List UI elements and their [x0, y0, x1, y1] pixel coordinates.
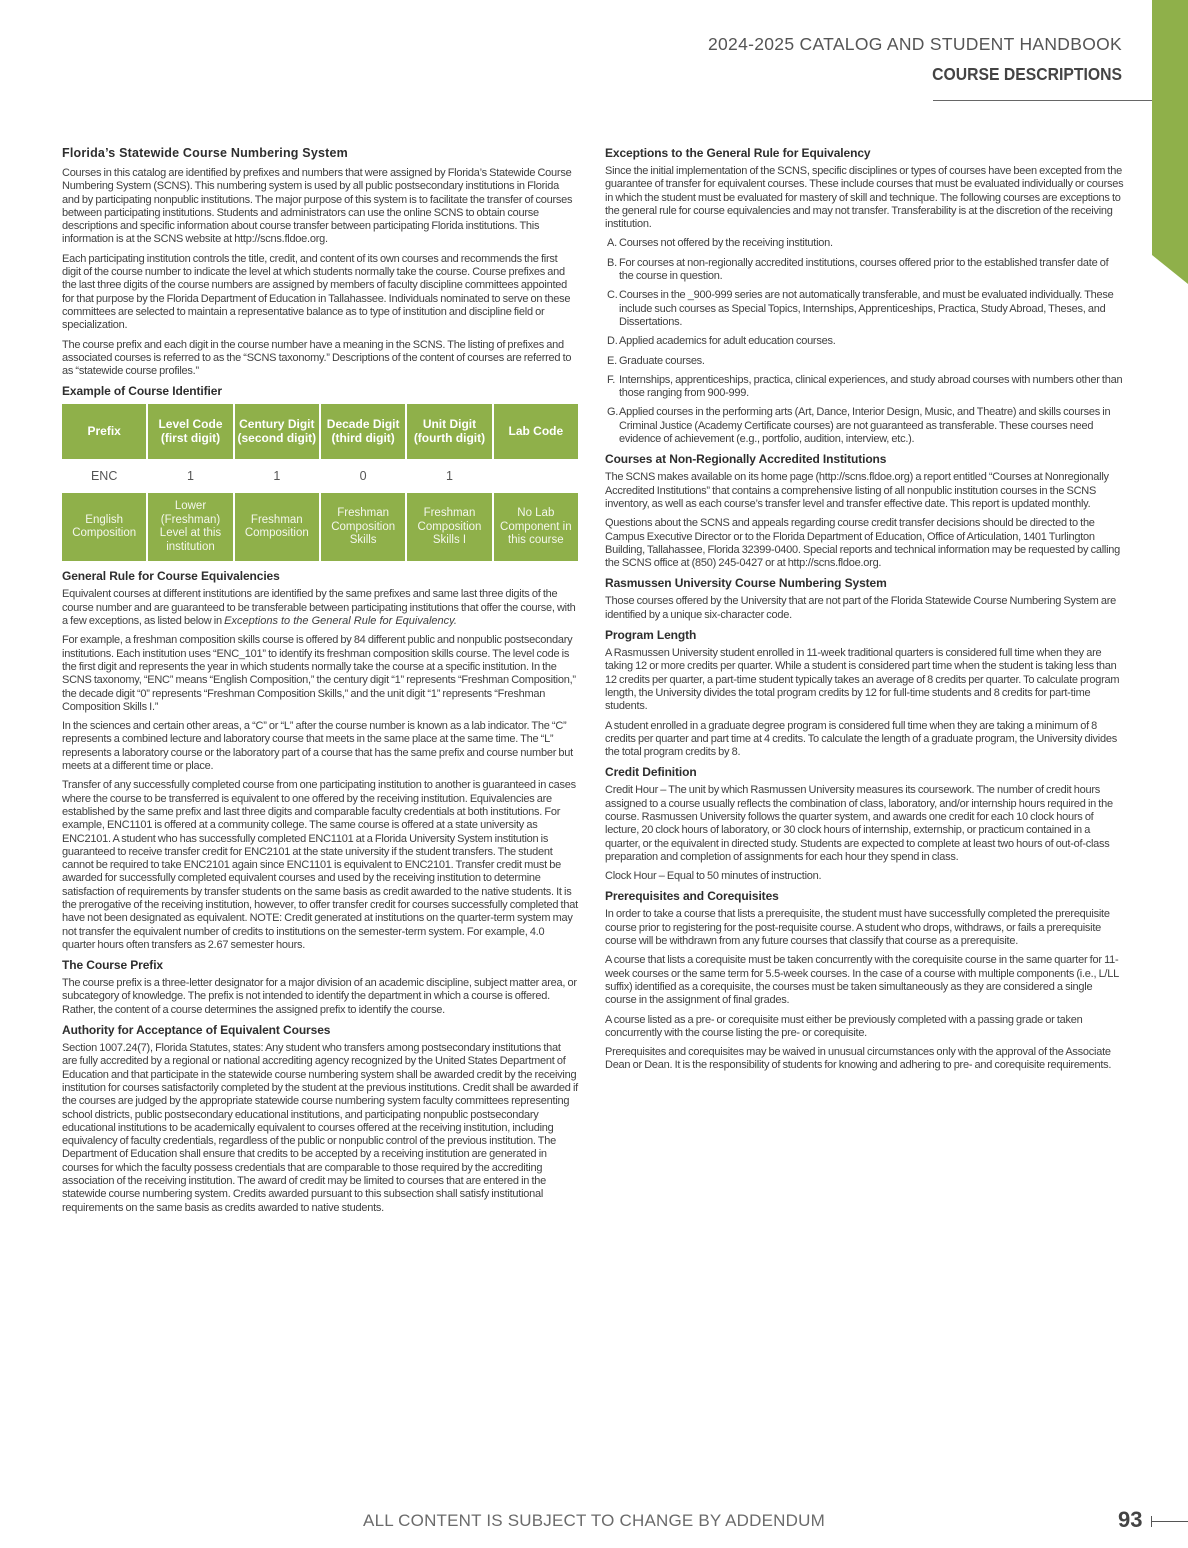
table-cell: 1	[407, 461, 491, 491]
list-item: G.Applied courses in the performing arts (Art, Dance, Interior Design, Music, and Theatre) and skills courses in Criminal Justice (Academy Certificate courses) are not guaranteed as transferable. These courses need evidence of achievement (e.g., portfolio, audition, interview, etc.).	[607, 406, 1111, 446]
table-cell: English Composition	[62, 493, 146, 561]
section-color-tab	[1152, 0, 1188, 284]
scns-paragraph-3: The course prefix and each digit in the course number have a meaning in the SCNS. The listing of prefixes and associated courses is referred to as the “SCNS taxonomy.” Descriptions of the content of courses are referred to as “statewide course profiles.”	[62, 338, 572, 378]
program-length-heading: Program Length	[605, 628, 697, 643]
authority-paragraph: Section 1007.24(7), Florida Statutes, states: Any student who transfers among postsecondary institutions that are fully accredited by a regional or national accrediting agency recognized by the United States Department of Education and that participate in the statewide course numbering system shall be awarded credit by the receiving institution for courses satisfactorily completed by the student at the previous institutions. Credit shall be awarded if the courses are judged by the appropriate statewide course numbering system faculty committees representing school districts, public postsecondary educational institutions, and participating nonpublic postsecondary educational institutions to be academically equivalent to courses offered at the receiving institution, including equivalency of faculty credentials, regardless of the public or nonpublic control of the previous institution. The Department of Education shall ensure that credits to be accepted by a receiving institution are generated in courses for which the faculty possess credentials that are comparable to those required by the accrediting association of the receiving institution. The award of credit may be limited to courses that are entered in the statewide course numbering system. Credits awarded pursuant to this subsection shall satisfy institutional requirements on the same basis as credits awarded to native students.	[62, 1042, 578, 1214]
list-item: A. Courses not offered by the receiving institution.	[607, 237, 833, 250]
prerequisites-heading: Prerequisites and Corequisites	[605, 889, 779, 904]
exceptions-heading: Exceptions to the General Rule for Equivalency	[605, 146, 871, 160]
prerequisites-paragraph-4: Prerequisites and corequisites may be waived in unusual circumstances only with the approval of the Associate Dean or Dean. It is the responsibility of students for knowing and adhering to pre- and corequisite requirements.	[605, 1046, 1112, 1072]
exceptions-paragraph: Since the initial implementation of the SCNS, specific disciplines or types of courses have been excepted from the guarantee of transfer for equivalent courses. These include courses that must be evaluated individually or courses in which the student must be evaluated for mastery of skill and technique. The following courses are exceptions to the general rule for course equivalencies and may not transfer. Transferability is at the discretion of the receiving institution.	[605, 165, 1124, 231]
table-cell: Lower (Freshman) Level at this institution	[148, 493, 232, 561]
table-header-cell: Unit Digit (fourth digit)	[407, 404, 491, 459]
general-rule-paragraph-2: For example, a freshman composition skills course is offered by 84 different public and nonpublic postsecondary institutions. Each institution uses “ENC_101” to identify its freshman composition skills course. The level code is the first digit and represents the year in which students normally take the course at a specific institution. In the SCNS taxonomy, “ENC” means “English Composition,” the century digit “1” represents “Freshman Composition,” the decade digit “0” represents “Freshman Composition Skills,” and the unit digit “1” represents “Freshman Composition Skills I.”	[62, 634, 576, 713]
non-regional-paragraph-2: Questions about the SCNS and appeals regarding course credit transfer decisions should be directed to the Campus Executive Director or to the Florida Department of Education, Office of Articulation, 1401 Turlington Building, Tallahassee, Florida 32399-0400. Special reports and technical information may be requested by calling the SCNS office at (850) 245-0427 or at http://scns.fldoe.org.	[605, 517, 1121, 570]
credit-definition-heading: Credit Definition	[605, 765, 697, 780]
table-cell: Freshman Composition Skills	[321, 493, 405, 561]
table-header-cell: Level Code (first digit)	[148, 404, 232, 459]
prerequisites-paragraph-1: In order to take a course that lists a prerequisite, the student must have successfully completed the prerequisite course prior to registering for the post-requisite course. A student who drops, withdraws, or fails a prerequisite course will be withdrawn from any future courses that classify that course as a prerequisite.	[605, 908, 1110, 948]
general-rule-paragraph-1	[62, 588, 578, 628]
table-code-row	[62, 461, 578, 491]
authority-heading: Authority for Acceptance of Equivalent Courses	[62, 1023, 331, 1038]
table-header-cell: Prefix	[62, 404, 146, 459]
exceptions-list	[605, 237, 1125, 446]
credit-hour-paragraph: Credit Hour – The unit by which Rasmussen University measures its coursework. The number of credit hours assigned to a course usually reflects the combination of class, laboratory, and/or internship hours required in the course. Rasmussen University follows the quarter system, and awards one credit for each 10 clock hours of lecture, 20 clock hours of laboratory, or 30 clock hours of internship, externship, or practicum contained in a quarter, or the equivalent in directed study. Students are expected to complete at least two hours of out-of-class preparation and completion of assignments for each hour they spend in class.	[605, 784, 1113, 863]
program-length-paragraph-2: A student enrolled in a graduate degree program is considered full time when they are taking a minimum of 8 credits per quarter and part time at 4 credits. To calculate the length of a graduate program, the University divides the total program credits by 8.	[605, 719, 1117, 759]
general-rule-heading: General Rule for Course Equivalencies	[62, 569, 280, 584]
table-header-cell: Decade Digit (third digit)	[321, 404, 405, 459]
table-header-cell: Century Digit (second digit)	[235, 404, 319, 459]
general-rule-paragraph-4: Transfer of any successfully completed course from one participating institution to another is guaranteed in cases where the course to be transferred is equivalent to one offered by the receiving institution. Equivalencies are established by the same prefix and last three digits and comparable faculty credentials at both institutions. For example, ENC1101 is offered at a community college. The same course is offered at a state university as ENC2101. A student who has successfully completed ENC1101 at a Florida University System institution is guaranteed to receive transfer credit for ENC2101 at the state university if the student transfers. The student cannot be required to take ENC2101 again since ENC1101 is equivalent to ENC2101. Transfer credit must be awarded for successfully completed equivalent courses and used by the receiving institution to determine satisfaction of requirements by transfer students on the same basis as credit awarded to the native students. It is the prerogative of the receiving institution, however, to offer transfer credit for courses successfully completed that have not been designated as equivalent. NOTE: Credit generated at institutions on the quarter-term system may not transfer the equivalent number of credits to institutions on the semester-term system. For example, 4.0 quarter hours often transfers as 2.67 semester hours.	[62, 779, 578, 951]
table-description-row	[62, 493, 578, 561]
prerequisites-paragraph-3: A course listed as a pre- or corequisite must either be previously completed with a passing grade or taken concurrently with the course listing the pre- or corequisite.	[605, 1013, 1083, 1039]
table-cell	[494, 461, 578, 491]
rasmussen-numbering-heading: Rasmussen University Course Numbering System	[605, 576, 887, 591]
table-cell: Freshman Composition	[235, 493, 319, 561]
scns-heading: Florida’s Statewide Course Numbering System	[62, 146, 348, 160]
table-cell: No Lab Component in this course	[494, 493, 578, 561]
left-column	[62, 146, 578, 1221]
program-length-paragraph-1: A Rasmussen University student enrolled in 11-week traditional quarters is considered full time when they are taking 12 or more credits per quarter. While a student is considered part time when the student is taking less than 12 credits per quarter, a part-time student typically takes an average of 8 credits per quarter. To calculate program length, the University divides the total program credits by 12 for full-time students and 8 credits for part-time students.	[605, 647, 1120, 713]
table-cell: Freshman Composition Skills I	[407, 493, 491, 561]
page-number-rule	[1152, 1521, 1188, 1522]
list-item: D. Applied academics for adult education courses.	[607, 335, 836, 348]
course-prefix-heading: The Course Prefix	[62, 958, 163, 973]
table-cell: 0	[321, 461, 405, 491]
course-identifier-table	[60, 402, 580, 563]
list-item: E. Graduate courses.	[607, 354, 705, 367]
non-regional-heading: Courses at Non-Regionally Accredited Institutions	[605, 452, 887, 467]
rasmussen-numbering-paragraph: Those courses offered by the University that are not part of the Florida Statewide Course Numbering System are identified by a unique six-character code.	[605, 595, 1117, 621]
list-item: B. For courses at non-regionally accredited institutions, courses offered prior to the established transfer date of the course in question.	[607, 256, 1109, 283]
general-rule-paragraph-3: In the sciences and certain other areas, a “C” or “L” after the course number is known as a lab indicator. The “C” represents a combined lecture and laboratory course that meets in the same place at the same time. The “L” represents a laboratory course or the laboratory part of a course that has the same prefix and course number but meets at a different time or place.	[62, 720, 573, 773]
general-rule-text: Equivalent courses at different institutions are identified by the same prefixes and same last three digits of the course number and are guaranteed to be transferable between participating institutions that offer the course, with a few exceptions, as listed below in	[62, 588, 576, 628]
footer-notice: ALL CONTENT IS SUBJECT TO CHANGE BY ADDENDUM	[363, 1511, 825, 1530]
list-item: C. Courses in the _900-999 series are not automatically transferable, and must be evaluated individually. These include such courses as Special Topics, Internships, Apprenticeships, Practica, Study Abroad, Theses, and Dissertations.	[607, 289, 1114, 328]
header-divider	[933, 100, 1152, 101]
clock-hour-paragraph: Clock Hour – Equal to 50 minutes of instruction.	[605, 870, 822, 883]
non-regional-paragraph-1: The SCNS makes available on its home page (http://scns.fldoe.org) a report entitled “Courses at Nonregionally Accredited Institutions” that contains a comprehensive listing of all nonpublic institution courses in the SCNS inventory, as well as each course’s transfer level and transfer effective date. This report is updated monthly.	[605, 471, 1109, 510]
example-heading: Example of Course Identifier	[62, 384, 222, 399]
table-header-row	[62, 404, 578, 459]
course-prefix-paragraph: The course prefix is a three-letter designator for a major division of an academic discipline, subject matter area, or subcategory of knowledge. The prefix is not intended to identify the department in which a course is offered. Rather, the content of a course determines the assigned prefix to identify the course.	[62, 977, 577, 1016]
prerequisites-paragraph-2: A course that lists a corequisite must be taken concurrently with the corequisite course in the same quarter for 11-week courses or the same term for 5.5-week courses. In the case of a course with multiple components (i.e., L/LL suffix) identified as a corequisite, the courses must be taken simultaneously as they are considered a single course in the assignment of final grades.	[605, 954, 1119, 1007]
exceptions-reference: Exceptions to the General Rule for Equivalency.	[224, 615, 457, 628]
list-item: F. Internships, apprenticeships, practica, clinical experiences, and study abroad courses with numbers other than those ranging from 900-999.	[607, 373, 1123, 400]
catalog-title: 2024-2025 CATALOG AND STUDENT HANDBOOK	[707, 34, 1122, 54]
right-column	[605, 146, 1125, 1079]
table-cell: 1	[148, 461, 232, 491]
scns-paragraph-1: Courses in this catalog are identified by prefixes and numbers that were assigned by Florida’s Statewide Course Numbering System (SCNS). This numbering system is used by all public postsecondary institutions in Florida and by participating nonpublic institutions. The major purpose of this system is to facilitate the transfer of courses between participating institutions. Students and administrators can use the online SCNS to obtain course descriptions and specific information about course transfer between participating Florida institutions. This information is at the SCNS website at http://scns.fldoe.org.	[62, 167, 573, 246]
section-title: COURSE DESCRIPTIONS	[932, 64, 1122, 84]
table-cell: 1	[235, 461, 319, 491]
page-number: 93	[1118, 1507, 1143, 1532]
table-cell: ENC	[62, 461, 146, 491]
table-header-cell: Lab Code	[494, 404, 578, 459]
scns-paragraph-2: Each participating institution controls the title, credit, and content of its own courses and recommends the first digit of the course number to indicate the level at which students normally take the course. Course prefixes and the last three digits of the course numbers are assigned by members of faculty discipline committees appointed for that purpose by the Florida Department of Education in Tallahassee. Individuals nominated to serve on these committees are selected to maintain a representative balance as to type of institution and discipline field or specialization.	[62, 252, 571, 332]
